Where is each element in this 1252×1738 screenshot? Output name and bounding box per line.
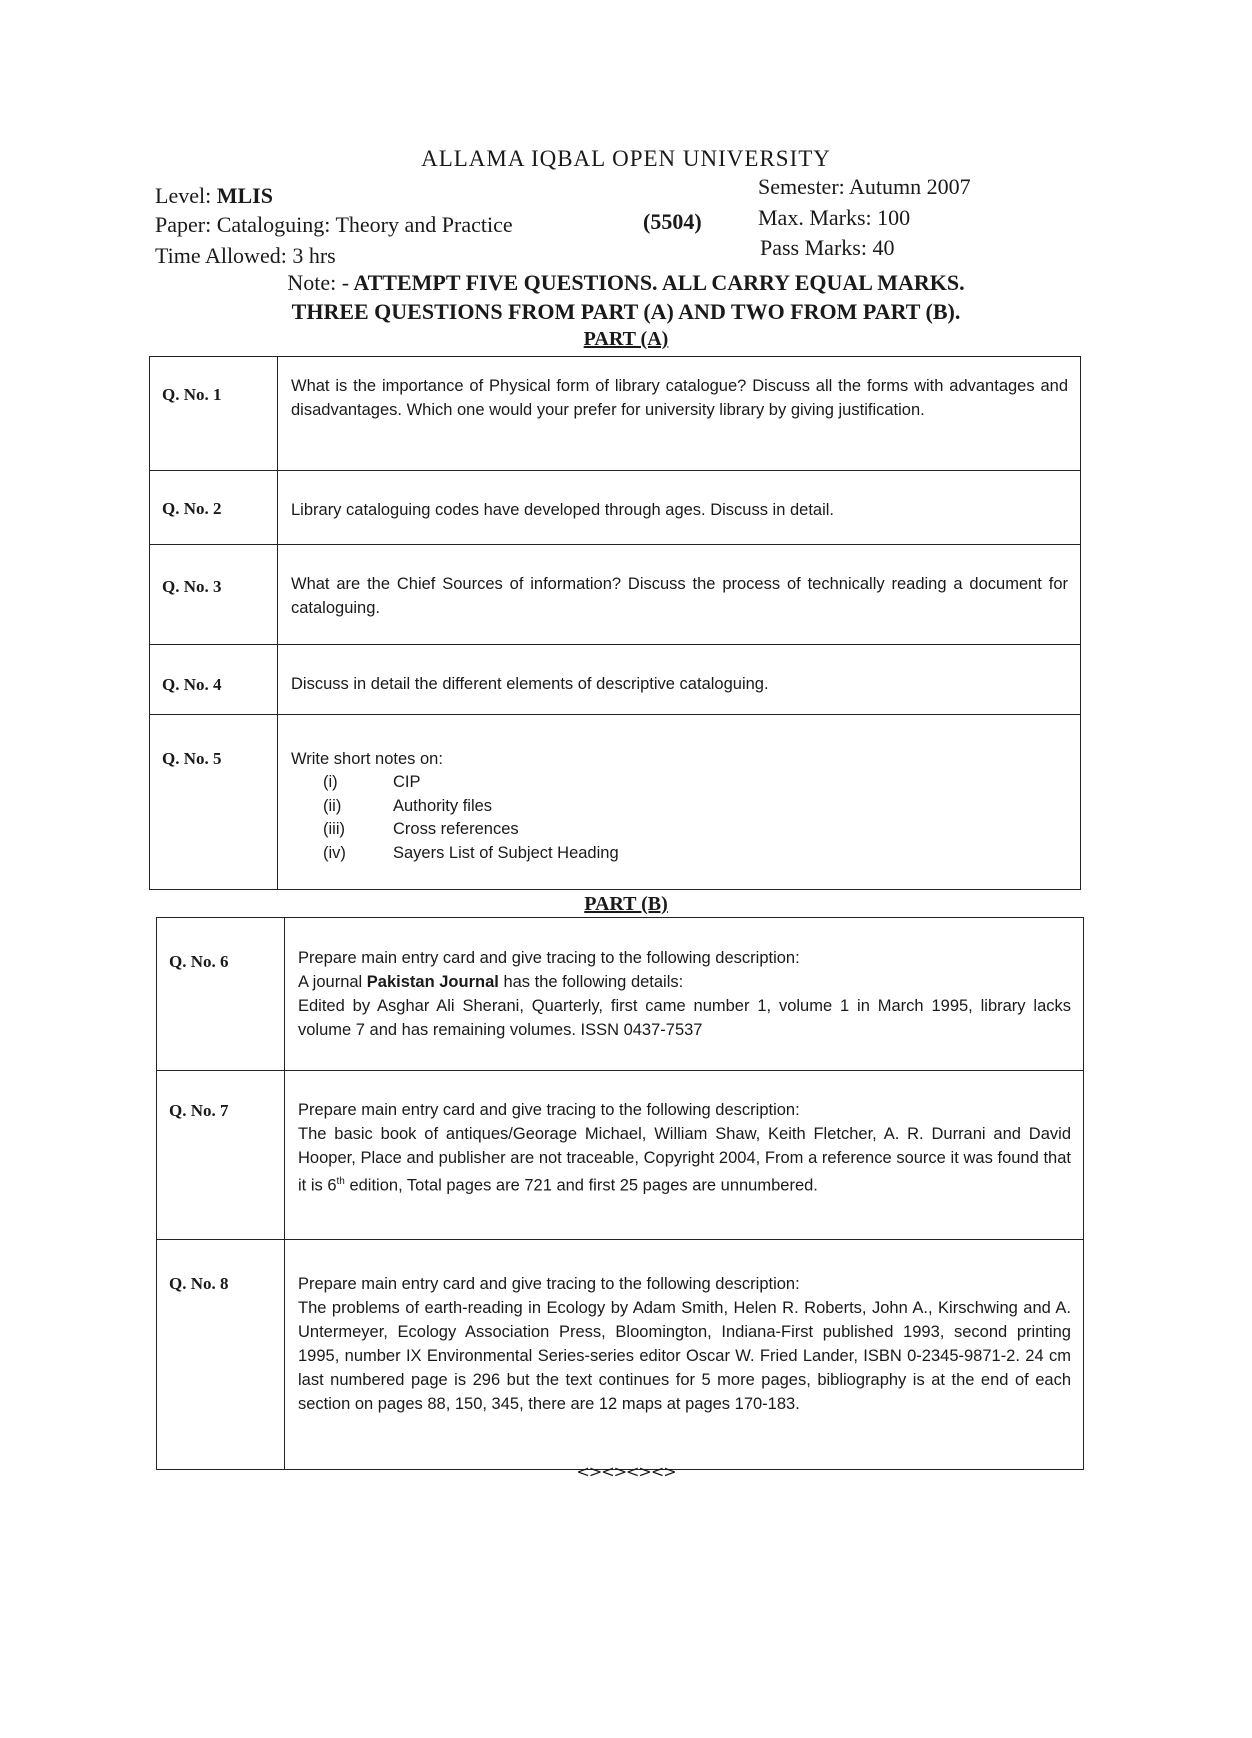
part-b-label: PART (B) — [584, 893, 668, 915]
question-text: Prepare main entry card and give tracing to the following description: A journal Pakistan Journal has the following details: Edited by Asghar Ali Sherani, Quarterly, first came number 1, volume 1 in March 1995, library lacks volume 7 and has remaining volumes. ISSN 0437-7537 — [285, 918, 1084, 1071]
question-text: Prepare main entry card and give tracing to the following description: The basic book of antiques/Georage Michael, William Shaw, Keith Fletcher, A. R. Durrani and David Hooper, Place and publisher are not traceable, Copyright 2004, From a reference source it was found that it is 6th edition, Total pages are 721 and first 25 pages are unnumbered. — [285, 1071, 1084, 1240]
note-line-1 — [0, 270, 1252, 296]
question-number: Q. No. 1 — [150, 357, 278, 471]
note-text-1: ATTEMPT FIVE QUESTIONS. ALL CARRY EQUAL MARKS. — [353, 270, 965, 295]
question-number: Q. No. 7 — [157, 1071, 285, 1240]
journal-title: Pakistan Journal — [366, 973, 499, 991]
question-row — [157, 918, 1084, 1071]
question-number: Q. No. 2 — [150, 471, 278, 545]
paper-code: (5504) — [643, 209, 702, 234]
question-text — [278, 715, 1081, 890]
list-item: (iii) Cross references — [323, 820, 519, 838]
question-text: What are the Chief Sources of information? Discuss the process of technically reading a document for cataloguing. — [278, 545, 1081, 645]
note-line-2: THREE QUESTIONS FROM PART (A) AND TWO FROM PART (B). — [291, 299, 961, 324]
paper-label: Paper: — [155, 212, 212, 237]
university-title: ALLAMA IQBAL OPEN UNIVERSITY — [421, 146, 831, 171]
level-line — [155, 183, 273, 209]
time-allowed: Time Allowed: 3 hrs — [155, 243, 336, 268]
list-item: (iv) Sayers List of Subject Heading — [323, 843, 619, 862]
question-text: Prepare main entry card and give tracing to the following description: The problems of earth-reading in Ecology by Adam Smith, Helen R. Roberts, John A., Kirschwing and A. Untermeyer, Ecology Association Press, Bloomington, Indiana-First published 1993, second printing 1995, number IX Environmental Series-series editor Oscar W. Fried Lander, ISBN 0-2345-9871-2. 24 cm last numbered page is 296 but the text continues for 5 more pages, bibliography is at the end of each section on pages 88, 150, 345, there are 12 maps at pages 170-183. — [285, 1240, 1084, 1470]
question-row — [157, 1240, 1084, 1470]
short-notes-intro: Write short notes on: — [291, 750, 443, 768]
note-prefix: Note: - — [287, 270, 350, 295]
level-value: MLIS — [216, 183, 273, 208]
pass-marks: Pass Marks: 40 — [760, 235, 895, 260]
question-row — [150, 357, 1081, 471]
part-b-table — [156, 917, 1084, 1470]
list-item: (i) CIP — [323, 773, 421, 791]
question-text: What is the importance of Physical form of library catalogue? Discuss all the forms with advantages and disadvantages. Which one would your prefer for university library by giving justification. — [278, 357, 1081, 471]
max-marks: Max. Marks: 100 — [758, 205, 911, 230]
question-number: Q. No. 6 — [157, 918, 285, 1071]
question-number: Q. No. 4 — [150, 645, 278, 715]
part-a-table — [149, 356, 1081, 890]
semester: Semester: Autumn 2007 — [758, 174, 971, 199]
question-row — [150, 715, 1081, 890]
question-number: Q. No. 3 — [150, 545, 278, 645]
question-row — [150, 471, 1081, 545]
part-a-label: PART (A) — [583, 328, 669, 350]
question-row — [150, 645, 1081, 715]
question-number: Q. No. 5 — [150, 715, 278, 890]
journal-line: A journal Pakistan Journal has the following details: — [298, 973, 684, 991]
question-text: Library cataloguing codes have developed through ages. Discuss in detail. — [278, 471, 1081, 545]
question-text: Discuss in detail the different elements of descriptive cataloguing. — [278, 645, 1081, 715]
end-marker: <><><><> — [576, 1462, 676, 1481]
paper-value: Cataloguing: Theory and Practice — [216, 212, 513, 237]
question-row — [150, 545, 1081, 645]
list-item: (ii) Authority files — [323, 796, 493, 815]
paper-line — [155, 212, 513, 238]
question-row — [157, 1071, 1084, 1240]
question-number: Q. No. 8 — [157, 1240, 285, 1470]
level-label: Level: — [155, 183, 212, 208]
